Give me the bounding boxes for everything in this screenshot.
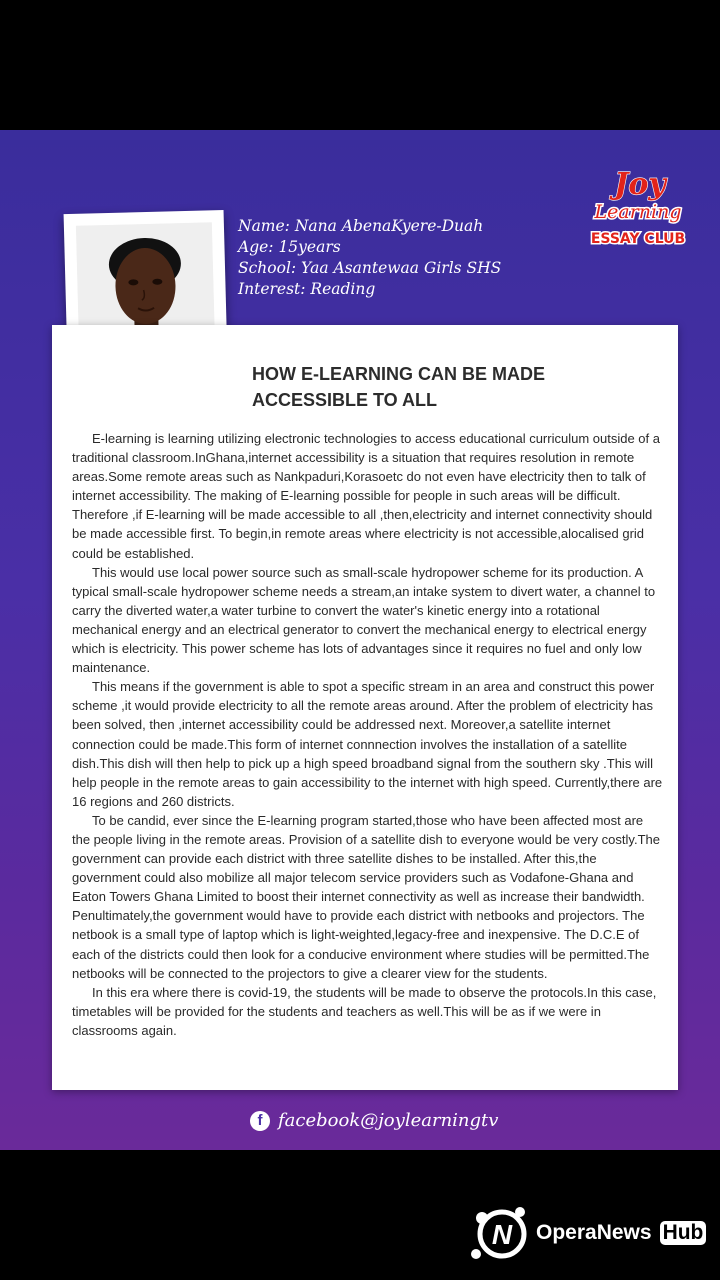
student-school: School: Yaa Asantewaa Girls SHS xyxy=(238,259,502,277)
student-name: Name: Nana AbenaKyere-Duah xyxy=(238,217,484,235)
essay-poster xyxy=(0,130,720,1150)
essay-paragraph: This means if the government is able to spot a specific stream in an area and construct this power scheme ,it would provide electricity to all the remote areas around. After the problem of electricity has been solved, then ,internet accessibility could be addressed next. Moreover,a satellite internet connection could be made.This form of internet connnection involves the installation of a satellite dish.This dish will then help to pick up a high speed broadband signal from the southern sky .This will help people in the remote areas to gain accessibility to the internet with high speed. Currently,there are 16 regions and 260 districts. xyxy=(72,679,663,809)
operanews-logo-icon xyxy=(468,1202,530,1264)
student-profile xyxy=(238,216,501,300)
facebook-handle: facebook@joylearningtv xyxy=(278,1110,499,1131)
essay-paragraph: In this era where there is covid-19, the students will be made to observe the protocols.In this case, timetables will be provided for the students and teachers as well.This will be as if we were in classrooms again. xyxy=(72,984,657,1038)
operanews-hub-watermark xyxy=(468,1202,706,1264)
essay-body xyxy=(72,429,664,1040)
essay-title: HOW E-LEARNING CAN BE MADE ACCESSIBLE TO ALL xyxy=(252,364,545,410)
logo-essay-club: ESSAY CLUB xyxy=(590,231,686,247)
facebook-icon: f xyxy=(250,1111,270,1131)
logo-learning: Learning xyxy=(594,201,682,223)
essay-paragraph: To be candid, ever since the E-learning program started,those who have been affected most are the people living in the remote areas. Provision of a satellite dish to everyone would be very costly.The government can provide each district with three satellite dishes to be installed. After this,the government could also mobilize all major telecom service providers such as Vodafone-Ghana and Eaton Towers Ghana Limited to boost their internet connectivity as well as increase their bandwidth. Penultimately,the government would have to provide each district with netbooks and projectors. The netbook is a small type of laptop which is light-weighted,legacy-free and inexpensive. The D.C.E of each of the districts could then look for a conducive environment where studies will be permitted.The netbooks will be connected to the projectors to give a clearer view for the students. xyxy=(72,812,660,981)
operanews-brand: OperaNews xyxy=(536,1221,652,1244)
svg-text:N: N xyxy=(491,1219,513,1250)
student-interest: Interest: Reading xyxy=(238,280,376,298)
joy-learning-essay-club-logo xyxy=(582,164,694,254)
operanews-hub-badge: Hub xyxy=(660,1221,707,1245)
essay-card xyxy=(52,325,678,1090)
student-age: Age: 15years xyxy=(238,238,341,256)
essay-paragraph: E-learning is learning utilizing electronic technologies to access educational curriculum outside of a traditional classroom.InGhana,internet accessibility is a situation that requires resolution in remote areas.Some remote areas such as Nankpaduri,Korasoetc do not even have electricity then to talk of internet accessibility. The making of E-learning possible for people in such areas will be difficult. Therefore ,if E-learning will be made accessible to all ,then,electricity and internet connectivity should be made accessible first. To begin,in remote areas where electricity is not accessible,alocalised grid could be established. xyxy=(72,431,660,561)
facebook-link[interactable] xyxy=(250,1110,498,1131)
essay-paragraph: This would use local power source such as small-scale hydropower scheme for its production. A typical small-scale hydropower scheme needs a stream,an intake system to divert water, a channel to carry the diverted water,a water turbine to convert the water's kinetic energy into a rotational mechanical energy and an electrical generator to convert the mechanical energy to electrical energy which is electricity. This power scheme has lots of advantages since it requires no fuel and only low maintenance. xyxy=(72,564,656,676)
logo-joy: Joy xyxy=(614,167,666,202)
